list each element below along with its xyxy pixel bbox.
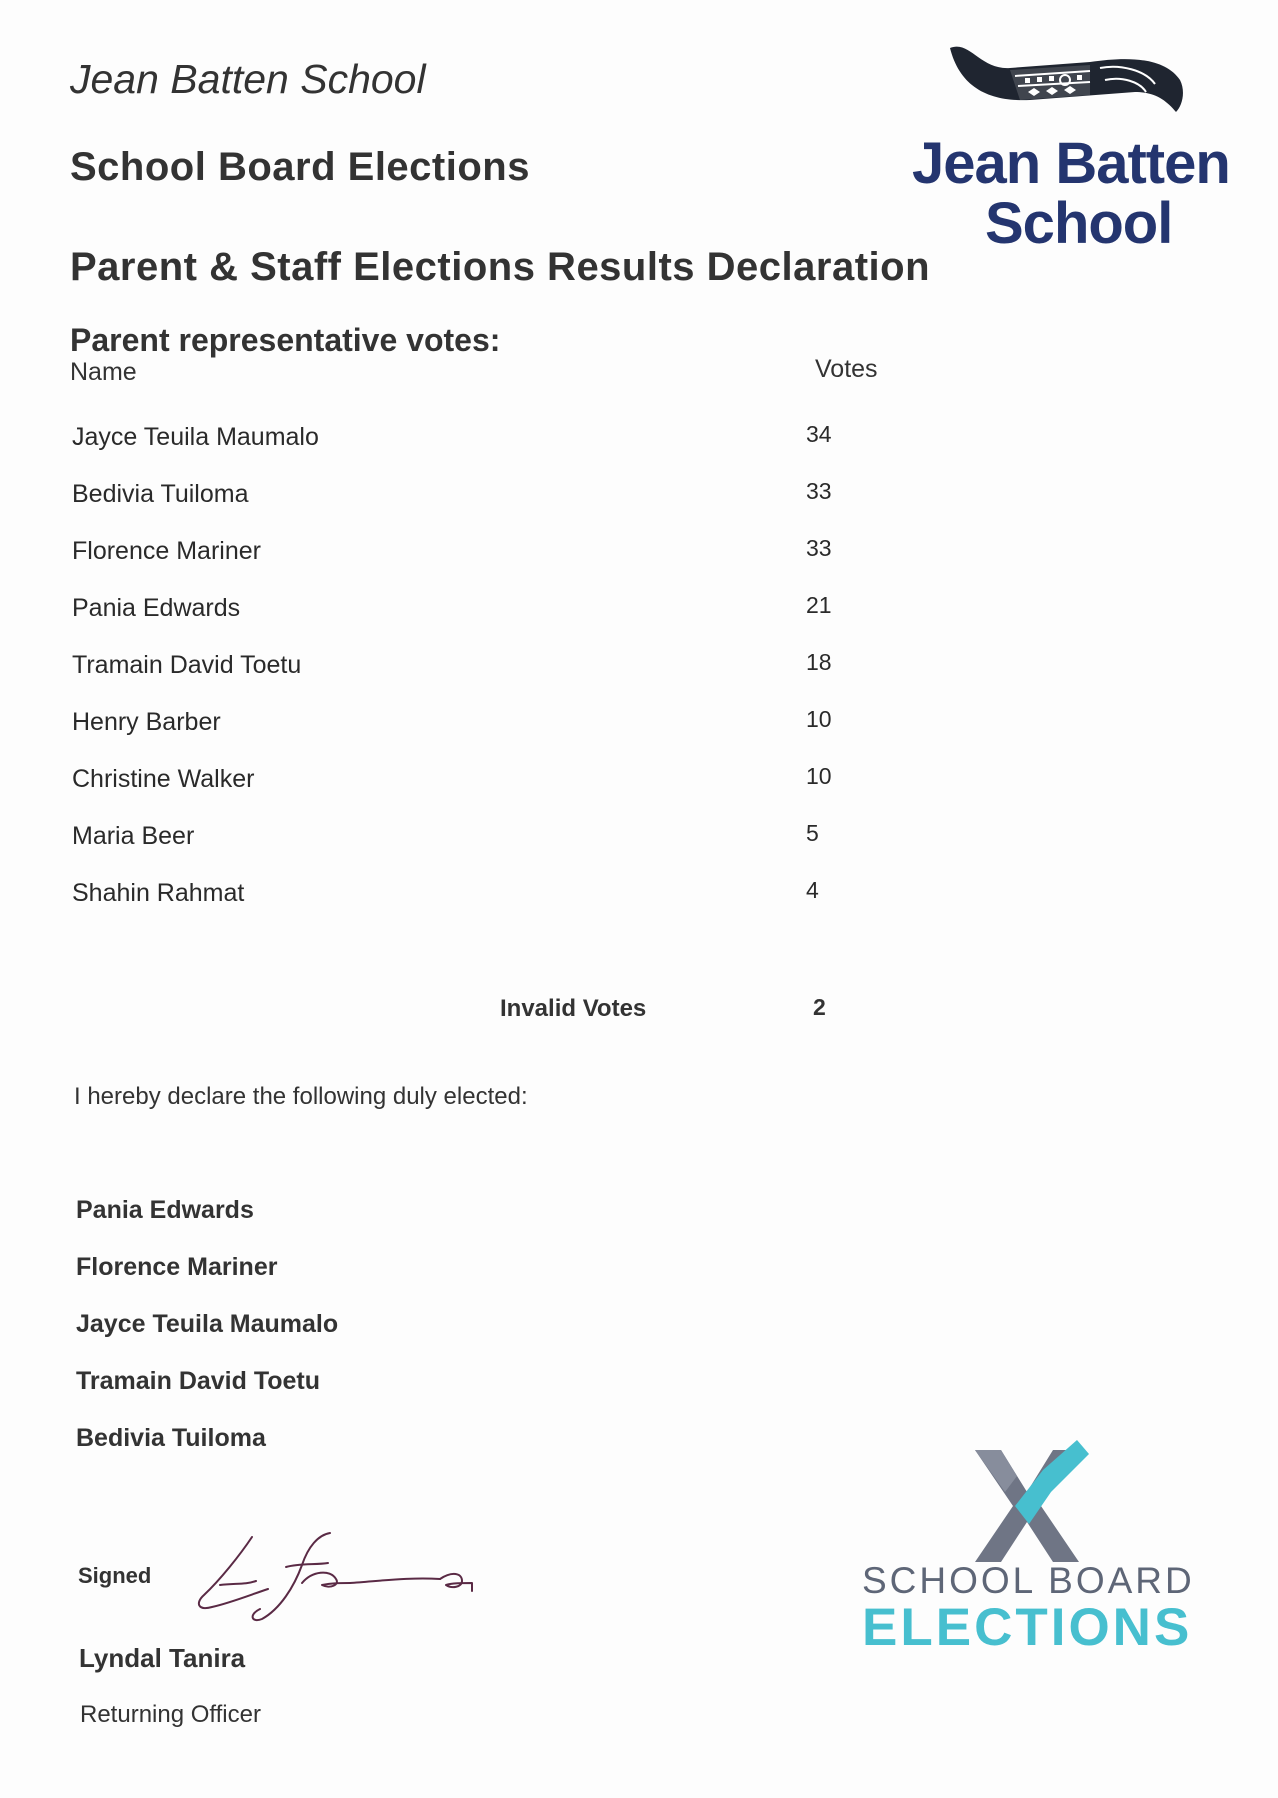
- sbe-logo-line2: ELECTIONS: [862, 1598, 1193, 1657]
- candidate-votes: 34: [806, 421, 832, 447]
- signed-label: Signed: [78, 1563, 152, 1588]
- school-name-heading: Jean Batten School: [70, 56, 426, 102]
- invalid-votes-label: Invalid Votes: [500, 995, 647, 1022]
- candidate-name: Florence Mariner: [72, 537, 261, 565]
- candidate-name: Pania Edwards: [72, 594, 241, 622]
- elected-member: Jayce Teuila Maumalo: [76, 1310, 339, 1338]
- candidate-name: Maria Beer: [72, 822, 195, 850]
- candidate-name: Tramain David Toetu: [72, 651, 302, 679]
- result-row: [70, 651, 870, 691]
- board-elections-heading: School Board Elections: [70, 145, 530, 189]
- school-emblem-icon: [940, 40, 1190, 128]
- result-row: [70, 423, 870, 463]
- elected-member: Tramain David Toetu: [76, 1367, 321, 1395]
- logo-text-line1: Jean Batten: [912, 131, 1230, 196]
- elected-member: Pania Edwards: [76, 1196, 254, 1224]
- candidate-name: Christine Walker: [72, 765, 255, 793]
- candidate-votes: 33: [806, 478, 832, 504]
- result-row: [70, 594, 870, 634]
- parent-votes-heading: Parent representative votes:: [70, 322, 501, 358]
- school-board-elections-tick-icon: [965, 1440, 1090, 1570]
- candidate-name: Henry Barber: [72, 708, 221, 736]
- result-row: [70, 822, 870, 862]
- result-row: [70, 765, 870, 805]
- logo-text-line2: School: [985, 191, 1173, 256]
- handwritten-signature: [190, 1525, 500, 1625]
- elected-member: Bedivia Tuiloma: [76, 1424, 266, 1452]
- invalid-votes-value: 2: [813, 994, 826, 1020]
- candidate-votes: 33: [806, 535, 832, 561]
- declaration-text: I hereby declare the following duly elected:: [74, 1083, 528, 1110]
- returning-officer-title: Returning Officer: [80, 1701, 261, 1728]
- candidate-votes: 10: [806, 763, 832, 789]
- candidate-votes: 18: [806, 649, 832, 675]
- returning-officer-name: Lyndal Tanira: [79, 1643, 246, 1673]
- candidate-name: Bedivia Tuiloma: [72, 480, 249, 508]
- results-declaration-heading: Parent & Staff Elections Results Declaration: [70, 245, 931, 289]
- name-column-header: Name: [70, 358, 137, 386]
- candidate-votes: 4: [806, 877, 819, 903]
- votes-column-header: Votes: [815, 355, 878, 383]
- result-row: [70, 537, 870, 577]
- elected-member: Florence Mariner: [76, 1253, 278, 1281]
- result-row: [70, 708, 870, 748]
- result-row: [70, 879, 870, 919]
- candidate-name: Shahin Rahmat: [72, 879, 245, 907]
- candidate-votes: 21: [806, 592, 832, 618]
- candidate-votes: 10: [806, 706, 832, 732]
- result-row: [70, 480, 870, 520]
- candidate-votes: 5: [806, 820, 819, 846]
- candidate-name: Jayce Teuila Maumalo: [72, 423, 319, 451]
- sbe-logo-line1: SCHOOL BOARD: [862, 1560, 1195, 1601]
